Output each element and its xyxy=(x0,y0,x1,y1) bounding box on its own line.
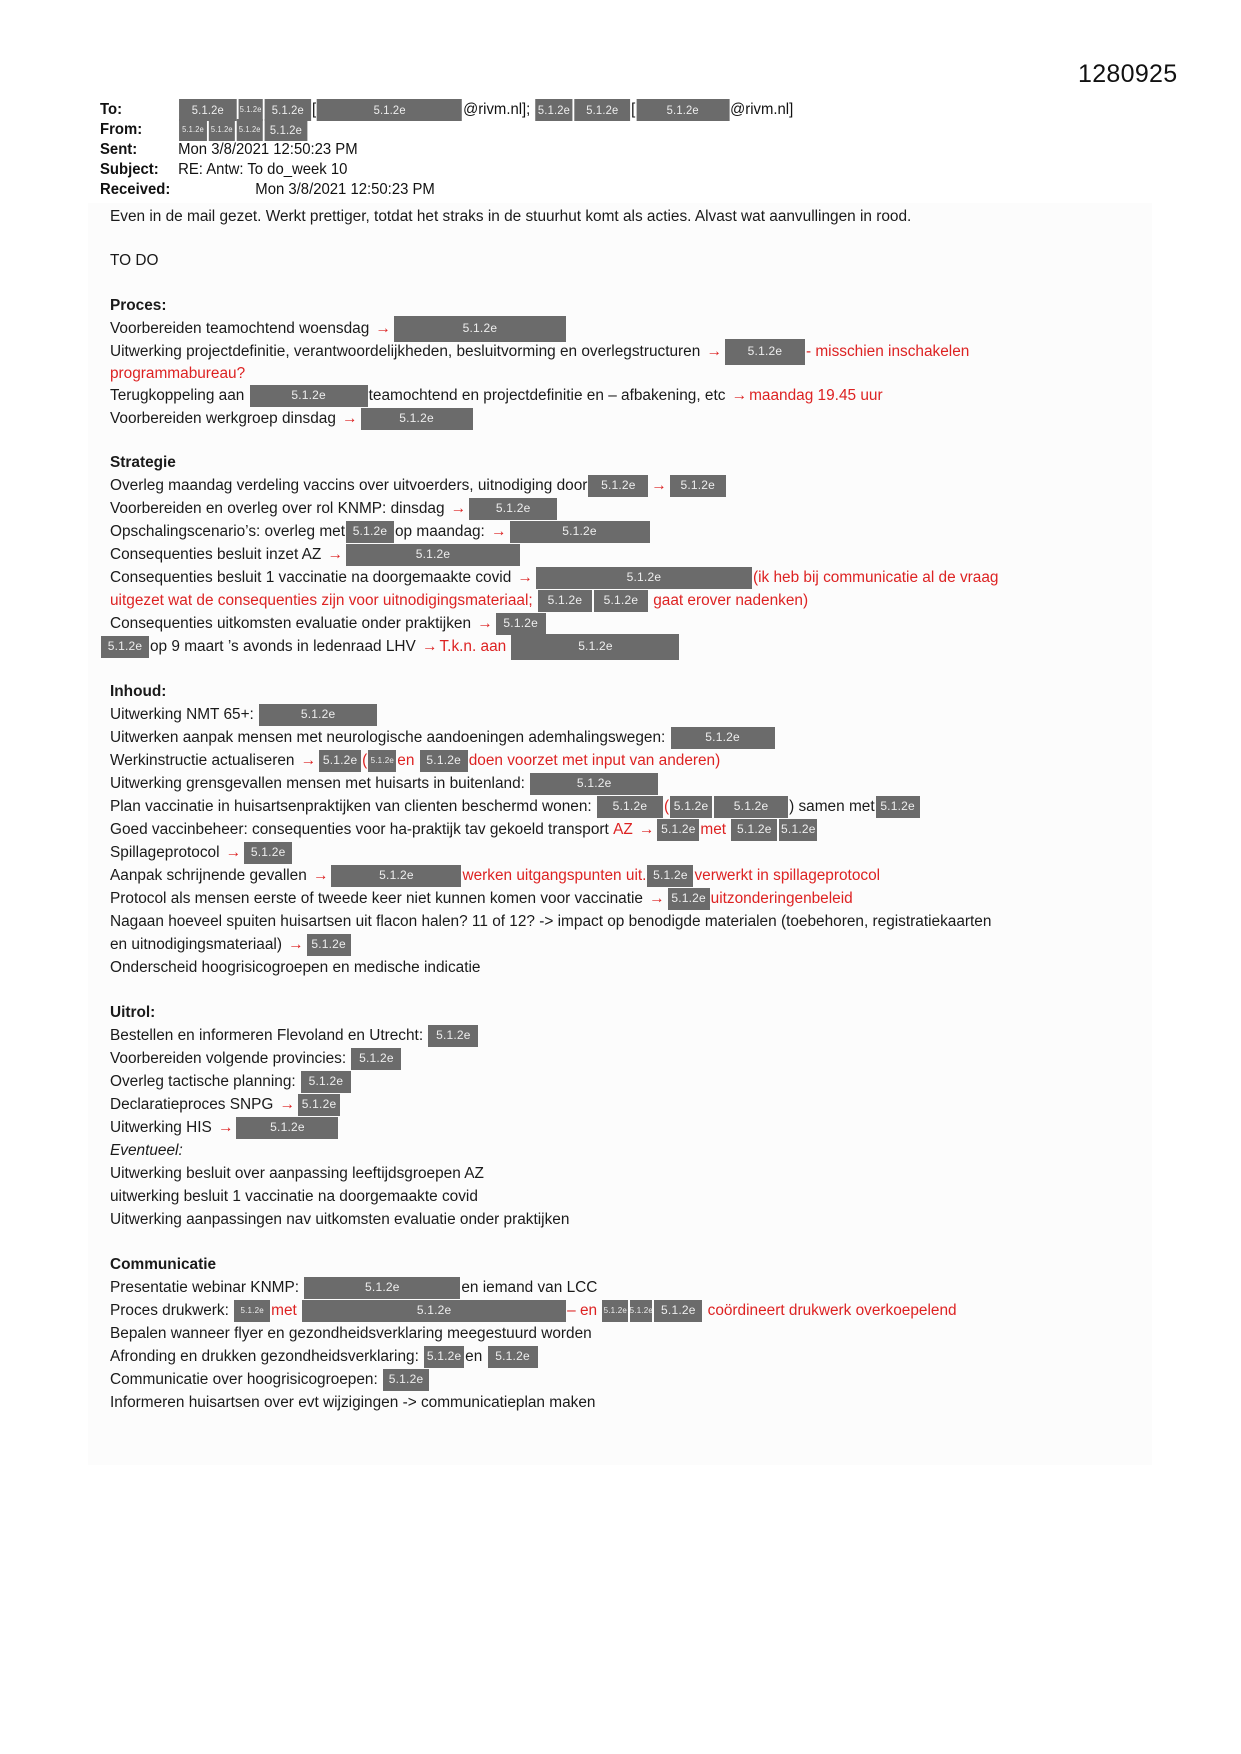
body-line xyxy=(110,497,558,520)
text-segment: Overleg tactische planning: xyxy=(110,1073,300,1090)
text-segment: Voorbereiden volgende provincies: xyxy=(110,1050,351,1067)
text-segment: Bepalen wanneer flyer en gezondheidsverklaring meegestuurd worden xyxy=(110,1325,592,1342)
body-line xyxy=(110,749,720,772)
redaction-box: 5.1.2e xyxy=(236,1117,338,1139)
redaction-box: 5.1.2e xyxy=(237,119,263,141)
redaction-box: 5.1.2e xyxy=(331,865,461,887)
red-annotation: T.k.n. aan xyxy=(439,638,511,655)
body-line xyxy=(110,1208,569,1231)
to-label: To: xyxy=(100,101,123,118)
redaction-box: 5.1.2e xyxy=(630,1300,652,1322)
text-segment: Communicatie xyxy=(110,1256,217,1273)
arrow-right-icon: → xyxy=(639,821,655,838)
redaction-box: 5.1.2e xyxy=(779,819,817,841)
text-segment: Uitwerking projectdefinitie, verantwoordelijkheden, besluitvorming en overlegstructuren xyxy=(110,343,705,360)
text-segment: Spillageprotocol xyxy=(110,844,224,861)
redaction-box: 5.1.2e xyxy=(259,704,377,726)
body-line xyxy=(110,566,998,589)
text-segment: @rivm.nl]; xyxy=(463,101,535,118)
sent-label: Sent: xyxy=(100,141,138,158)
received-value: Mon 3/8/2021 12:50:23 PM xyxy=(255,181,435,198)
red-annotation: maandag 19.45 uur xyxy=(749,387,883,404)
body-line xyxy=(110,1322,592,1345)
redaction-box: 5.1.2e xyxy=(657,819,699,841)
redaction-box: 5.1.2e xyxy=(654,1300,702,1322)
body-line xyxy=(110,1024,479,1047)
body-line xyxy=(110,795,921,818)
arrow-right-icon: → xyxy=(706,343,722,360)
text-segment: Nagaan hoeveel spuiten huisartsen uit flacon halen? 11 of 12? -> impact op benodigde materialen (toebehoren, registratiekaarten xyxy=(110,913,992,930)
redaction-box: 5.1.2e xyxy=(602,1300,628,1322)
red-annotation: AZ xyxy=(613,821,638,838)
redaction-box: 5.1.2e xyxy=(876,796,920,818)
redaction-box: 5.1.2e xyxy=(535,99,572,121)
red-annotation: (ik heb bij communicatie al de vraag xyxy=(752,569,999,586)
red-annotation: - misschien inschakelen xyxy=(805,343,970,360)
arrow-right-icon: → xyxy=(517,569,533,586)
redaction-box: 5.1.2e xyxy=(346,521,394,543)
received-label: Received: xyxy=(100,181,171,198)
redaction-box: 5.1.2e xyxy=(244,842,292,864)
redaction-box: 5.1.2e xyxy=(351,1048,401,1070)
body-line xyxy=(110,612,547,635)
redaction-box: 5.1.2e xyxy=(265,99,312,121)
text-segment: Proces: xyxy=(110,297,167,314)
body-line xyxy=(110,1368,430,1391)
arrow-right-icon: → xyxy=(342,410,358,427)
body-line xyxy=(110,384,883,407)
red-annotation: doen voorzet met input van anderen) xyxy=(468,752,721,769)
red-annotation: uitzonderingenbeleid xyxy=(710,890,853,907)
body-line xyxy=(110,1391,595,1414)
text-segment: Overleg maandag verdeling vaccins over uitvoerders, uitnodiging door xyxy=(110,477,588,494)
redaction-box: 5.1.2e xyxy=(574,99,630,121)
body-line xyxy=(110,520,651,543)
text-segment: uitwerking besluit 1 vaccinatie na doorgemaakte covid xyxy=(110,1188,478,1205)
body-line xyxy=(110,1139,183,1162)
redaction-box: 5.1.2e xyxy=(317,99,462,121)
arrow-right-icon: → xyxy=(731,387,748,404)
redaction-box: 5.1.2e xyxy=(179,119,207,141)
redaction-box: 5.1.2e xyxy=(424,1346,464,1368)
text-segment: Communicatie over hoogrisicogroepen: xyxy=(110,1371,383,1388)
text-segment: Plan vaccinatie in huisartsenpraktijken van clienten beschermd wonen: xyxy=(110,798,596,815)
from-label: From: xyxy=(100,121,143,138)
body-line xyxy=(110,543,521,566)
text-segment: Onderscheid hoogrisicogroepen en medische indicatie xyxy=(110,959,481,976)
text-segment: Uitwerking aanpassingen nav uitkomsten evaluatie onder praktijken xyxy=(110,1211,570,1228)
redaction-box: 5.1.2e xyxy=(647,865,693,887)
arrow-right-icon: → xyxy=(279,1096,296,1113)
redaction-box: 5.1.2e xyxy=(302,1300,566,1322)
body-line xyxy=(110,1276,597,1299)
redaction-box: 5.1.2e xyxy=(670,796,712,818)
section-heading xyxy=(110,451,176,474)
text-segment: Protocol als mensen eerste of tweede keer niet kunnen komen voor vaccinatie xyxy=(110,890,648,907)
text-segment: Consequenties besluit inzet AZ xyxy=(110,546,326,563)
section-heading xyxy=(110,1001,155,1024)
body-line xyxy=(110,1345,539,1368)
redaction-box: 5.1.2e xyxy=(510,521,650,543)
red-annotation: – en xyxy=(567,1302,602,1319)
red-annotation: met xyxy=(700,821,731,838)
body-line xyxy=(100,635,680,658)
redaction-box: 5.1.2e xyxy=(714,796,788,818)
text-segment: Goed vaccinbeheer: consequenties voor ha-praktijk tav gekoeld transport xyxy=(110,821,614,838)
arrow-right-icon: → xyxy=(218,1119,234,1136)
body-line xyxy=(110,956,480,979)
subject-value: RE: Antw: To do_week 10 xyxy=(178,161,348,178)
text-segment: Uitwerking grensgevallen mensen met huisarts in buitenland: xyxy=(110,775,530,792)
section-heading xyxy=(110,680,166,703)
text-segment: Consequenties besluit 1 vaccinatie na doorgemaakte covid xyxy=(110,569,516,586)
body-line xyxy=(110,887,853,910)
text-segment: Voorbereiden en overleg over rol KNMP: dinsdag xyxy=(110,500,449,517)
text-segment: en iemand van LCC xyxy=(461,1279,598,1296)
text-segment: Consequenties uitkomsten evaluatie onder praktijken xyxy=(110,615,476,632)
text-segment: en uitnodigingsmateriaal) xyxy=(110,936,287,953)
text-segment: Afronding en drukken gezondheidsverklaring: xyxy=(110,1348,424,1365)
red-annotation: programmabureau? xyxy=(110,365,246,382)
red-annotation: uitgezet wat de consequenties zijn voor uitnodigingsmateriaal; xyxy=(110,592,537,609)
body-line xyxy=(110,205,911,228)
arrow-right-icon: → xyxy=(225,844,242,861)
text-segment: Uitrol: xyxy=(110,1004,156,1021)
text-segment: TO DO xyxy=(110,252,159,269)
body-line xyxy=(110,407,474,430)
to-recipients xyxy=(178,100,793,120)
body-line xyxy=(110,910,991,933)
red-annotation: verwerkt in spillageprotocol xyxy=(694,867,881,884)
text-segment: [ xyxy=(312,101,317,118)
text-segment: @rivm.nl] xyxy=(730,101,794,118)
redaction-box: 5.1.2e xyxy=(496,613,546,635)
text-segment: Aanpak schrijnende gevallen xyxy=(110,867,312,884)
arrow-right-icon: → xyxy=(313,867,329,884)
body-line xyxy=(110,362,245,385)
redaction-box: 5.1.2e xyxy=(101,636,149,658)
redaction-box: 5.1.2e xyxy=(209,119,235,141)
red-annotation: ( xyxy=(362,752,368,769)
text-segment: [ xyxy=(631,101,636,118)
body-line xyxy=(110,1093,341,1116)
arrow-right-icon: → xyxy=(477,615,493,632)
section-heading xyxy=(110,1253,216,1276)
body-line xyxy=(110,841,293,864)
body-line xyxy=(110,726,776,749)
redaction-box: 5.1.2e xyxy=(368,750,396,772)
body-line xyxy=(110,933,352,956)
redaction-box: 5.1.2e xyxy=(420,750,468,772)
body-line xyxy=(110,589,808,612)
red-annotation: met xyxy=(271,1302,302,1319)
body-line xyxy=(110,249,158,272)
text-segment: Terugkoppeling aan xyxy=(110,387,249,404)
text-segment: Presentatie webinar KNMP: xyxy=(110,1279,304,1296)
redaction-box: 5.1.2e xyxy=(636,99,729,121)
text-segment: ) samen met xyxy=(789,798,875,815)
text-segment: Bestellen en informeren Flevoland en Utrecht: xyxy=(110,1027,428,1044)
arrow-right-icon: → xyxy=(288,936,304,953)
red-annotation: en xyxy=(397,752,419,769)
redaction-box: 5.1.2e xyxy=(668,888,710,910)
red-annotation: werken uitgangspunten uit. xyxy=(462,867,647,884)
text-segment: Opschalingscenario’s: overleg met xyxy=(110,523,345,540)
redaction-box: 5.1.2e xyxy=(179,99,237,121)
body-line xyxy=(110,703,378,726)
redaction-box: 5.1.2e xyxy=(670,475,726,497)
arrow-right-icon: → xyxy=(450,500,467,517)
body-line xyxy=(110,864,880,887)
text-segment: Voorbereiden teamochtend woensdag xyxy=(110,320,374,337)
red-annotation: gaat erover nadenken) xyxy=(648,592,809,609)
arrow-right-icon: → xyxy=(649,890,665,907)
body-line xyxy=(110,1070,352,1093)
text-segment: op maandag: xyxy=(394,523,490,540)
text-segment: op 9 maart ’s avonds in ledenraad LHV xyxy=(150,638,421,655)
body-line xyxy=(110,1185,478,1208)
text-segment: Declaratieproces SNPG xyxy=(110,1096,278,1113)
redaction-box: 5.1.2e xyxy=(511,634,679,660)
body-line xyxy=(110,1116,339,1139)
arrow-right-icon: → xyxy=(375,320,391,337)
arrow-right-icon: → xyxy=(300,752,317,769)
redaction-box: 5.1.2e xyxy=(488,1346,538,1368)
redaction-box: 5.1.2e xyxy=(298,1094,340,1116)
text-segment: Werkinstructie actualiseren xyxy=(110,752,299,769)
section-heading xyxy=(110,294,166,317)
body-line xyxy=(110,1047,402,1070)
redaction-box: 5.1.2e xyxy=(361,408,473,430)
text-segment: en xyxy=(465,1348,487,1365)
redaction-box: 5.1.2e xyxy=(731,819,777,841)
redaction-box: 5.1.2e xyxy=(538,590,592,612)
redaction-box: 5.1.2e xyxy=(234,1300,270,1322)
body-line xyxy=(110,1299,957,1322)
text-segment: Informeren huisartsen over evt wijzigingen -> communicatieplan maken xyxy=(110,1394,596,1411)
body-line xyxy=(110,1162,484,1185)
subject-label: Subject: xyxy=(100,161,159,178)
redaction-box: 5.1.2e xyxy=(671,727,775,749)
redaction-box: 5.1.2e xyxy=(346,544,520,566)
text-segment: Strategie xyxy=(110,454,176,471)
redaction-box: 5.1.2e xyxy=(301,1071,351,1093)
redaction-box: 5.1.2e xyxy=(725,339,805,365)
text-segment: teamochtend en projectdefinitie en – afbakening, etc xyxy=(368,387,730,404)
redaction-box: 5.1.2e xyxy=(250,385,368,407)
text-segment: Even in de mail gezet. Werkt prettiger, totdat het straks in de stuurhut komt als acties. Alvast wat aanvullingen in rood. xyxy=(110,208,912,225)
arrow-right-icon: → xyxy=(491,523,507,540)
redaction-box: 5.1.2e xyxy=(597,796,663,818)
text-segment: Voorbereiden werkgroep dinsdag xyxy=(110,410,341,427)
redaction-box: 5.1.2e xyxy=(304,1277,460,1299)
text-segment: Uitwerking NMT 65+: xyxy=(110,706,259,723)
redaction-box: 5.1.2e xyxy=(588,475,648,497)
redaction-box: 5.1.2e xyxy=(383,1369,429,1391)
redaction-box: 5.1.2e xyxy=(239,99,263,121)
text-segment: Uitwerken aanpak mensen met neurologische aandoeningen ademhalingswegen: xyxy=(110,729,670,746)
red-annotation: coördineert drukwerk overkoepelend xyxy=(703,1302,957,1319)
red-annotation: ( xyxy=(663,798,670,815)
redaction-box: 5.1.2e xyxy=(536,567,752,589)
redaction-box: 5.1.2e xyxy=(394,316,566,342)
arrow-right-icon: → xyxy=(422,638,438,655)
text-segment: Uitwerking HIS xyxy=(110,1119,217,1136)
redaction-box: 5.1.2e xyxy=(319,750,361,772)
redaction-box: 5.1.2e xyxy=(594,590,648,612)
sent-value: Mon 3/8/2021 12:50:23 PM xyxy=(178,141,358,158)
body-line xyxy=(110,317,567,340)
document-id: 1280925 xyxy=(1078,60,1178,88)
redaction-box: 5.1.2e xyxy=(428,1025,478,1047)
redaction-box: 5.1.2e xyxy=(265,119,308,141)
body-line xyxy=(110,474,727,497)
redaction-box: 5.1.2e xyxy=(530,773,658,795)
arrow-right-icon: → xyxy=(651,477,667,494)
body-line xyxy=(110,340,969,363)
from-sender xyxy=(178,120,308,140)
text-segment: Eventueel: xyxy=(110,1142,183,1159)
redaction-box: 5.1.2e xyxy=(307,934,351,956)
body-line xyxy=(110,818,818,841)
text-segment: Proces drukwerk: xyxy=(110,1302,234,1319)
arrow-right-icon: → xyxy=(327,546,343,563)
text-segment: Uitwerking besluit over aanpassing leeftijdsgroepen AZ xyxy=(110,1165,484,1182)
redaction-box: 5.1.2e xyxy=(469,498,557,520)
text-segment: Inhoud: xyxy=(110,683,167,700)
body-line xyxy=(110,772,659,795)
